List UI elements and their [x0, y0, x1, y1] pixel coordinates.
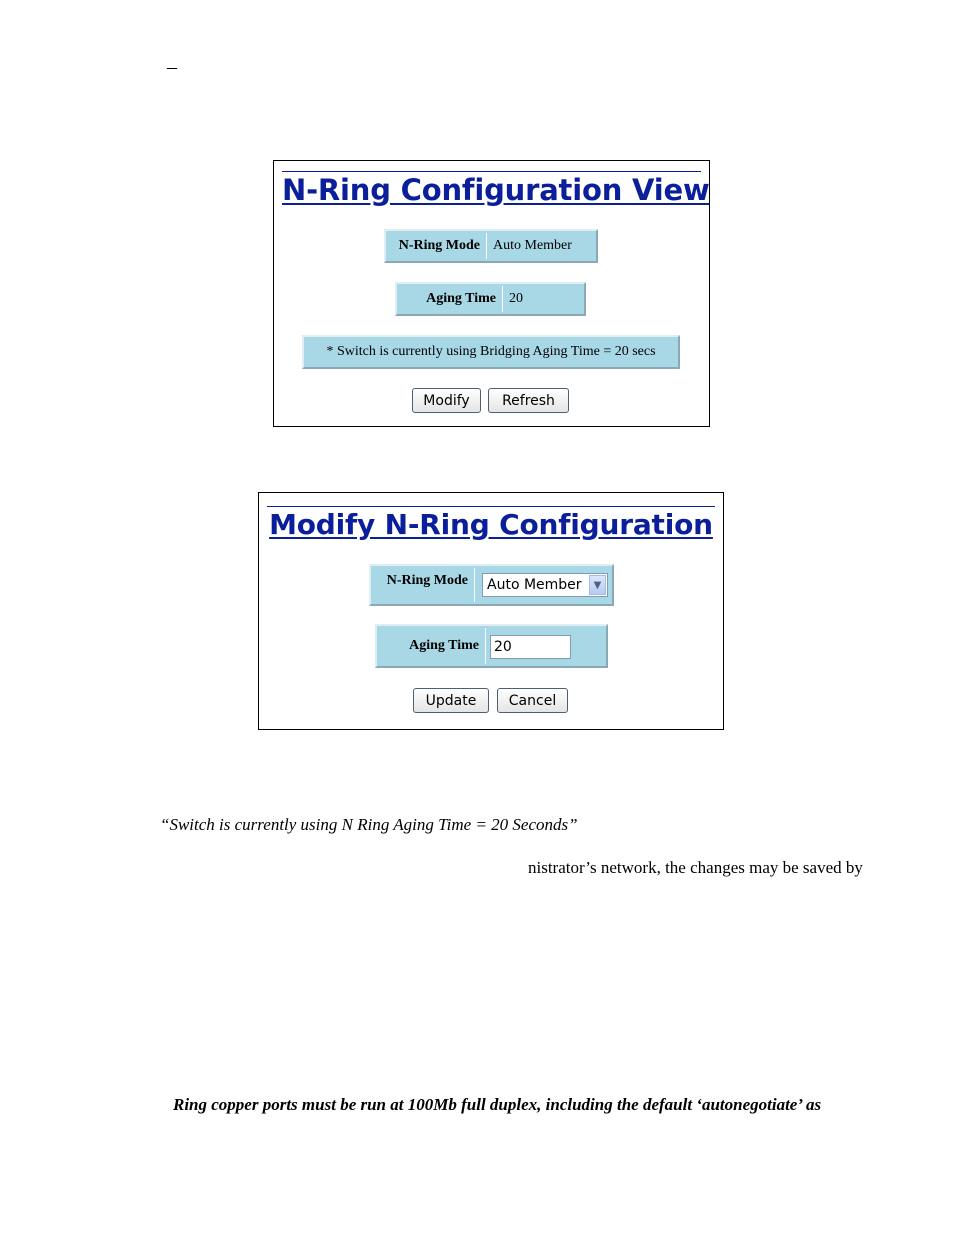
view-aging-value: 20: [502, 286, 582, 312]
view-panel-title: N-Ring Configuration View: [282, 173, 710, 207]
update-button[interactable]: Update: [413, 688, 489, 713]
view-note-text: * Switch is currently using Bridging Aging Time = 20 secs: [326, 344, 656, 359]
nring-mode-selected: Auto Member: [487, 577, 582, 593]
modify-mode-label: N-Ring Mode: [386, 573, 468, 588]
refresh-button[interactable]: Refresh: [488, 388, 569, 413]
view-aging-table: [395, 282, 586, 316]
modify-mode-cell: [474, 568, 610, 602]
page-dash: –: [167, 56, 177, 78]
modify-button[interactable]: Modify: [412, 388, 481, 413]
view-mode-value: Auto Member: [486, 233, 594, 259]
modify-aging-table: [375, 624, 608, 668]
modify-aging-label: Aging Time: [409, 638, 479, 653]
view-mode-label: N-Ring Mode: [398, 238, 480, 253]
nring-config-view-panel: [273, 160, 710, 427]
fragment-text: nistrator’s network, the changes may be saved by: [528, 858, 863, 877]
nring-mode-select[interactable]: [482, 573, 608, 597]
modify-panel-title: Modify N-Ring Configuration: [267, 506, 715, 541]
cancel-button[interactable]: Cancel: [497, 688, 568, 713]
view-note-box: [302, 335, 680, 369]
view-aging-label: Aging Time: [426, 291, 496, 306]
warning-text: Ring copper ports must be run at 100Mb full duplex, including the default ‘autonegotiate’ as: [173, 1095, 822, 1114]
quote-text: “Switch is currently using N Ring Aging Time = 20 Seconds”: [160, 815, 578, 834]
view-mode-table: [384, 229, 598, 263]
aging-time-input[interactable]: 20: [490, 635, 571, 659]
modify-nring-config-panel: [258, 492, 724, 730]
modify-aging-cell: [485, 628, 604, 664]
modify-mode-table: [369, 564, 614, 606]
chevron-down-icon[interactable]: ▼: [589, 575, 606, 595]
